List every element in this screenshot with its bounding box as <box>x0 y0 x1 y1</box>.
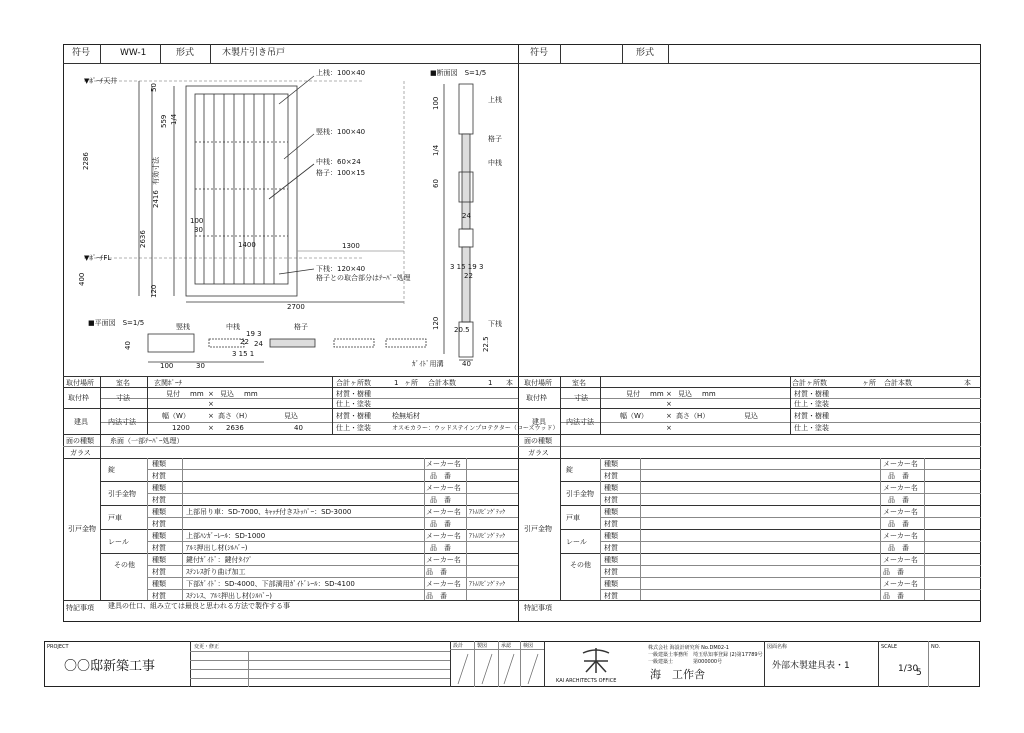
r-hw-category-0: 錠 <box>566 466 573 474</box>
check-label-3: 承認 <box>501 643 512 649</box>
scale-value: 1/30 <box>898 664 919 674</box>
right-type-label: 形式 <box>636 48 655 58</box>
hw-other-value-3: ｽﾃﾝﾚｽ、ｱﾙﾐ押出し材(ｼﾙﾊﾞｰ) <box>186 592 272 600</box>
mitsuke-label: 見付 <box>166 390 180 398</box>
finish-label: 仕上・塗装 <box>336 400 371 408</box>
office-logo-icon <box>578 645 614 675</box>
section-guide: ｶﾞｲﾄﾞ用溝 <box>412 360 444 368</box>
project-name: 〇〇邸新築工事 <box>64 659 156 674</box>
plan-lattice: 格子 <box>294 323 308 331</box>
r-total-label: 合計本数 <box>884 379 912 387</box>
r-count-label: 合計ヶ所数 <box>792 379 827 387</box>
r-depth-label: 見込 <box>744 412 758 420</box>
left-type-label: 形式 <box>176 48 195 58</box>
section-d120: 120 <box>432 316 440 330</box>
hw-material-value-3: ｱﾙﾐ押出し材(ｼﾙﾊﾞｰ) <box>186 544 248 552</box>
note-stile: 竪桟：100×40 <box>316 128 366 136</box>
count-label: 合計ヶ所数 <box>336 379 371 387</box>
dim-2416: 2416 <box>152 190 160 208</box>
r-mm: mm <box>650 390 664 398</box>
dim-559: 559 <box>160 114 168 128</box>
r-fitting-label: 建具 <box>532 418 546 426</box>
r-x-2: × <box>666 400 672 408</box>
r-hw-other-maker-label-1: 品 番 <box>883 568 904 576</box>
note-bottom-rail: 下桟：120×40 <box>316 265 366 273</box>
office-line-3: 一級建築士 第000000号 <box>648 659 723 665</box>
plan-d3151: 3 15 1 <box>232 350 255 358</box>
r-notes-label: 特記事項 <box>524 604 552 612</box>
mm-unit: mm <box>190 390 204 398</box>
r-hw-other-label-2: 種類 <box>604 580 618 588</box>
r-x-3: × <box>666 412 672 420</box>
hw-kind-label-1: 種類 <box>152 484 166 492</box>
ceiling-level-label: ▼ﾎﾟｰﾁ天井 <box>84 77 118 85</box>
notes-text: 建具の仕口、組み立ては最良と思われる方法で製作する事 <box>108 602 290 610</box>
section-d22: 22 <box>464 272 473 280</box>
r-count-unit: ヶ所 <box>862 379 876 387</box>
dim-50: 50 <box>150 83 158 92</box>
hw-other-value-2: 下部ｶﾞｲﾄﾞ：SD-4000、下部満用ｶﾞｲﾄﾞﾚｰﾙ：SD-4100 <box>186 580 355 588</box>
right-code-label: 符号 <box>530 48 549 58</box>
room-label: 室名 <box>116 379 130 387</box>
r-h-label: 高さ（H） <box>676 412 710 420</box>
hw-kind-value-3: 上部ﾊﾝｶﾞｰﾚｰﾙ：SD-1000 <box>186 532 266 540</box>
hw-category-0: 錠 <box>108 466 115 474</box>
fit-finish-label: 仕上・塗装 <box>336 424 371 432</box>
r-hw-other-maker-label-2: メーカー名 <box>883 580 918 588</box>
other-label: その他 <box>114 561 135 569</box>
total-label: 合計本数 <box>428 379 456 387</box>
plan-d24: 24 <box>254 340 263 348</box>
plan-mid: 中桟 <box>226 323 240 331</box>
plan-d100: 100 <box>160 362 174 370</box>
material-label: 材質・樹種 <box>336 390 371 398</box>
dim-1400: 1400 <box>238 241 256 249</box>
check-label-2: 製図 <box>477 643 488 649</box>
check-slashes <box>450 650 544 687</box>
clear-height: 有効寸法 <box>152 157 160 185</box>
r-frame-label: 取付枠 <box>526 394 547 402</box>
note-mid-rail: 中桟：60×24 <box>316 158 361 166</box>
hw-kind-label-0: 種類 <box>152 460 166 468</box>
fit-material-label: 材質・樹種 <box>336 412 371 420</box>
section-bottom: 下桟 <box>488 320 502 328</box>
hw-maker-label-0: メーカー名 <box>426 460 461 468</box>
section-d315193: 3 15 19 3 <box>450 263 484 271</box>
r-hw-maker-label-1: メーカー名 <box>883 484 918 492</box>
hw-kind-value-2: 上部吊り車：SD-7000、ｷｬｯﾁ付きｽﾄｯﾊﾟｰ：SD-3000 <box>186 508 352 516</box>
r-fit-material-label: 材質・樹種 <box>794 412 829 420</box>
hw-other-maker-value-2: ｱﾄﾑﾘﾋﾞﾝｸﾞﾃｯｸ <box>469 581 506 588</box>
dim-2286: 2286 <box>82 152 90 170</box>
glass-type-label: 面の種類 <box>66 437 94 445</box>
check-label-1: 設計 <box>453 643 464 649</box>
depth-value: 40 <box>294 424 303 432</box>
depth-label: 見込 <box>284 412 298 420</box>
revision-label: 変更・修正 <box>194 644 220 650</box>
height-label: 高さ（H） <box>218 412 252 420</box>
room-value: 玄関ﾎﾟｰﾁ <box>154 379 182 387</box>
location-label: 取付場所 <box>66 379 94 387</box>
r-hw-material-label-1: 材質 <box>604 496 618 504</box>
total-unit: 本 <box>506 379 513 387</box>
section-d24: 24 <box>462 212 471 220</box>
hw-other-label-1: 材質 <box>152 568 166 576</box>
hw-part-label-1: 品 番 <box>430 496 451 504</box>
r-inner-label: 内法寸法 <box>566 418 594 426</box>
r-hardware-group-label: 引戸金物 <box>524 525 552 533</box>
r-hw-maker-label-3: メーカー名 <box>883 532 918 540</box>
r-hw-category-1: 引手金物 <box>566 490 594 498</box>
count-unit: ヶ所 <box>404 379 418 387</box>
floor-level-label: ▼ﾎﾟｰﾁFL <box>84 254 112 262</box>
hw-material-label-0: 材質 <box>152 472 166 480</box>
r-w-label: 幅（W） <box>620 412 648 420</box>
left-code-label: 符号 <box>72 48 91 58</box>
r-total-unit: 本 <box>964 379 971 387</box>
r-hw-category-2: 戸車 <box>566 514 580 522</box>
hw-other-label-0: 種類 <box>152 556 166 564</box>
hw-maker-value-3: ｱﾄﾑﾘﾋﾞﾝｸﾞﾃｯｸ <box>469 533 506 540</box>
fit-material: 桧無垢材 <box>392 412 420 420</box>
hw-other-value-0: 鍵付ｶﾞｲﾄﾞ：鍵付ﾀｲﾌﾟ <box>186 556 253 564</box>
fitting-label: 建具 <box>74 418 88 426</box>
hw-part-label-2: 品 番 <box>430 520 451 528</box>
hw-maker-label-3: メーカー名 <box>426 532 461 540</box>
section-mid: 中桟 <box>488 159 502 167</box>
dim-1300: 1300 <box>342 242 360 250</box>
section-d205: 20.5 <box>454 326 470 334</box>
r-x-4: × <box>666 424 672 432</box>
hw-maker-label-1: メーカー名 <box>426 484 461 492</box>
section-top: 上桟 <box>488 96 502 104</box>
r-hw-material-label-0: 材質 <box>604 472 618 480</box>
r-hw-other-maker-label-3: 品 番 <box>883 592 904 600</box>
hw-kind-label-2: 種類 <box>152 508 166 516</box>
r-hw-maker-label-2: メーカー名 <box>883 508 918 516</box>
dim-quarter: 1/4 <box>170 113 178 125</box>
r-finish-label: 仕上・塗装 <box>794 400 829 408</box>
r-dim-label: 寸法 <box>574 394 588 402</box>
dim-2700: 2700 <box>287 303 305 311</box>
r-hw-material-label-2: 材質 <box>604 520 618 528</box>
r-hw-other-maker-label-0: メーカー名 <box>883 556 918 564</box>
glass-type: 糸面（一部ﾃｰﾊﾟｰ処理） <box>110 437 184 445</box>
office-line-1: 株式会社 海設計研究所 No.DM02-1 <box>648 645 729 651</box>
r-hw-category-3: レール <box>566 538 587 546</box>
r-hw-maker-label-0: メーカー名 <box>883 460 918 468</box>
hw-other-maker-label-2: メーカー名 <box>426 580 461 588</box>
note-bottom: 格子との取合部分はﾃｰﾊﾟｰ処理 <box>316 274 411 282</box>
r-material-label: 材質・樹種 <box>794 390 829 398</box>
x-sign-2: × <box>208 400 214 408</box>
r-x: × <box>666 390 672 398</box>
dim-2636: 2636 <box>139 230 147 248</box>
dim-label: 寸法 <box>116 394 130 402</box>
left-type: 木製片引き吊戸 <box>222 48 286 58</box>
section-d60: 60 <box>432 179 440 188</box>
plan-rail: 竪桟 <box>176 323 190 331</box>
hardware-group-label: 引戸金物 <box>68 525 96 533</box>
x-sign: × <box>208 390 214 398</box>
height-value: 2636 <box>226 424 244 432</box>
plan-d193: 19 3 <box>246 330 262 338</box>
notes-label: 特記事項 <box>66 604 94 612</box>
r-hw-part-label-2: 品 番 <box>888 520 909 528</box>
r-hw-part-label-1: 品 番 <box>888 496 909 504</box>
plan-title: ■平面図 S=1/5 <box>88 319 145 327</box>
hw-category-3: レール <box>108 538 129 546</box>
width-value: 1200 <box>172 424 190 432</box>
r-hw-other-label-0: 種類 <box>604 556 618 564</box>
r-hw-part-label-3: 品 番 <box>888 544 909 552</box>
hw-other-label-2: 種類 <box>152 580 166 588</box>
r-hw-kind-label-3: 種類 <box>604 532 618 540</box>
total-value: 1 <box>488 379 493 387</box>
office-name: 海 工作舎 <box>650 668 705 681</box>
note-lattice: 格子：100×15 <box>316 169 366 177</box>
dim-400: 400 <box>78 272 86 286</box>
left-code: WW-1 <box>120 48 147 58</box>
hw-material-label-3: 材質 <box>152 544 166 552</box>
r-other-label: その他 <box>570 561 591 569</box>
hw-maker-value-2: ｱﾄﾑﾘﾋﾞﾝｸﾞﾃｯｸ <box>469 509 506 516</box>
hw-category-1: 引手金物 <box>108 490 136 498</box>
mm-unit-2: mm <box>244 390 258 398</box>
x-sign-4: × <box>208 424 214 432</box>
drawing-name: 外部木製建具表・1 <box>772 661 850 671</box>
plan-d30: 30 <box>196 362 205 370</box>
dim-120: 120 <box>150 284 158 298</box>
r-hw-kind-label-1: 種類 <box>604 484 618 492</box>
hw-other-maker-label-0: メーカー名 <box>426 556 461 564</box>
width-label: 幅（W） <box>162 412 190 420</box>
fit-finish: オスモカラー：ウッドステインプロテクター（ローズウッド） <box>392 425 559 432</box>
hw-kind-label-3: 種類 <box>152 532 166 540</box>
hw-material-label-2: 材質 <box>152 520 166 528</box>
section-d40: 40 <box>462 360 471 368</box>
section-lattice: 格子 <box>488 135 502 143</box>
office-line-2: 一級建築士事務所 埼玉県知事登録 (2)第17789号 <box>648 652 763 658</box>
no-label: NO. <box>931 644 941 650</box>
r-mm-2: mm <box>702 390 716 398</box>
r-room-label: 室名 <box>572 379 586 387</box>
office-small-name: KAI ARCHITECTS OFFICE <box>556 678 617 684</box>
r-hw-kind-label-0: 種類 <box>604 460 618 468</box>
inner-label: 内法寸法 <box>108 418 136 426</box>
hw-other-maker-label-1: 品 番 <box>426 568 447 576</box>
hw-other-label-3: 材質 <box>152 592 166 600</box>
r-mitsuke: 見付 <box>626 390 640 398</box>
r-hw-part-label-0: 品 番 <box>888 472 909 480</box>
hw-material-label-1: 材質 <box>152 496 166 504</box>
note-top-rail: 上桟：100×40 <box>316 69 366 77</box>
check-label-4: 検図 <box>523 643 534 649</box>
hw-part-label-3: 品 番 <box>430 544 451 552</box>
x-sign-3: × <box>208 412 214 420</box>
hw-other-value-1: ｽﾃﾝﾚｽ折り曲げ加工 <box>186 568 246 576</box>
dim-100: 100 <box>190 217 204 225</box>
center-divider <box>518 44 519 622</box>
hw-other-maker-label-3: 品 番 <box>426 592 447 600</box>
r-glass-type-label: 面の種類 <box>524 437 552 445</box>
dim-30: 30 <box>194 226 203 234</box>
project-label: PROJECT <box>47 644 69 650</box>
r-fit-finish-label: 仕上・塗装 <box>794 424 829 432</box>
section-title: ■断面図 S=1/5 <box>430 69 487 77</box>
hw-part-label-0: 品 番 <box>430 472 451 480</box>
hw-category-2: 戸車 <box>108 514 122 522</box>
no-value: 5 <box>916 668 922 678</box>
r-hw-other-label-1: 材質 <box>604 568 618 576</box>
hw-maker-label-2: メーカー名 <box>426 508 461 516</box>
section-d14: 1/4 <box>432 144 440 156</box>
scale-label: SCALE <box>881 644 898 650</box>
r-mikomi: 見込 <box>678 390 692 398</box>
r-location-label: 取付場所 <box>524 379 552 387</box>
r-hw-kind-label-2: 種類 <box>604 508 618 516</box>
r-hw-other-label-3: 材質 <box>604 592 618 600</box>
section-d225: 22.5 <box>482 336 490 352</box>
plan-d22: 22 <box>240 338 249 346</box>
r-hw-material-label-3: 材質 <box>604 544 618 552</box>
frame-label: 取付枠 <box>68 394 89 402</box>
section-d100: 100 <box>432 96 440 110</box>
glass-label: ガラス <box>70 449 91 457</box>
r-glass-label: ガラス <box>528 449 549 457</box>
count-value: 1 <box>394 379 399 387</box>
drawing-label: 図面名称 <box>767 644 788 650</box>
mikomi-label: 見込 <box>220 390 234 398</box>
plan-d40: 40 <box>124 341 132 350</box>
